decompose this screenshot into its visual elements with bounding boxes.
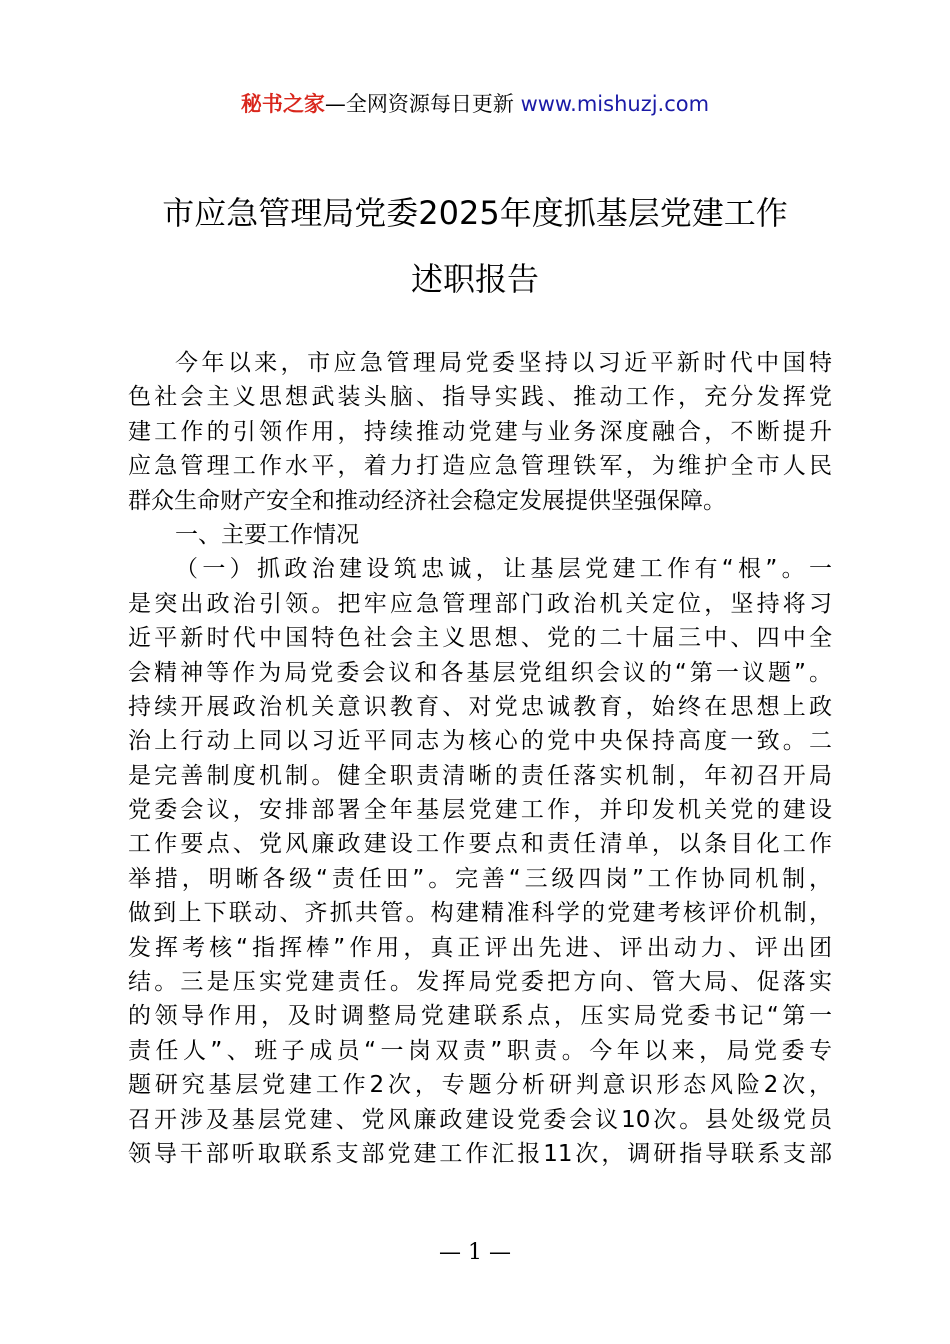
body-line: 群众生命财产安全和推动经济社会稳定发展提供坚强保障。: [128, 487, 726, 514]
title-line-1: 市应急管理局党委2025年度抓基层党建工作: [162, 194, 788, 232]
body-line: 举措，明晰各级“责任田”。完善“三级四岗”工作协同机制，: [128, 865, 832, 892]
body-line: （一）抓政治建设筑忠诚，让基层党建工作有“根”。一: [175, 556, 832, 583]
body-line: 是完善制度机制。健全职责清晰的责任落实机制，年初召开局: [128, 762, 832, 789]
body-line: 治上行动上同以习近平同志为核心的党中央保持高度一致。二: [128, 728, 832, 755]
body-line: 是突出政治引领。把牢应急管理部门政治机关定位，坚持将习: [128, 590, 832, 617]
body-line: 做到上下联动、齐抓共管。构建精准科学的党建考核评价机制，: [128, 900, 832, 927]
site-header: [0, 88, 950, 118]
document-body: [128, 346, 832, 1171]
body-line: 结。三是压实党建责任。发挥局党委把方向、管大局、促落实: [128, 969, 832, 996]
body-line: 题研究基层党建工作2次，专题分析研判意识形态风险2次，: [128, 1072, 832, 1099]
body-line: 持续开展政治机关意识教育、对党忠诚教育，始终在思想上政: [128, 693, 832, 720]
brand-name: 秘书之家: [240, 92, 325, 116]
body-line: 的领导作用，及时调整局党建联系点，压实局党委书记“第一: [128, 1003, 832, 1030]
header-tagline: —全网资源每日更新: [324, 92, 514, 116]
body-line: 会精神等作为局党委会议和各基层党组织会议的“第一议题”。: [128, 659, 832, 686]
body-line: 色社会主义思想武装头脑、指导实践、推动工作，充分发挥党: [128, 384, 832, 411]
body-line: 工作要点、党风廉政建设工作要点和责任清单，以条目化工作: [128, 831, 832, 858]
body-line: 发挥考核“指挥棒”作用，真正评出先进、评出动力、评出团: [128, 934, 832, 961]
body-line: 近平新时代中国特色社会主义思想、党的二十届三中、四中全: [128, 625, 832, 652]
body-line: 党委会议，安排部署全年基层党建工作，并印发机关党的建设: [128, 797, 832, 824]
document-title: [0, 180, 950, 312]
body-line: 今年以来，市应急管理局党委坚持以习近平新时代中国特: [175, 350, 832, 376]
section-heading: 一、主要工作情况: [175, 521, 359, 548]
body-line: 责任人”、班子成员“一岗双责”职责。今年以来，局党委专: [128, 1037, 832, 1064]
site-url-link[interactable]: www.mishuzj.com: [520, 92, 710, 116]
body-line: 应急管理工作水平，着力打造应急管理铁军，为维护全市人民: [128, 453, 832, 480]
body-line: 召开涉及基层党建、党风廉政建设党委会议10次。县处级党员: [128, 1106, 832, 1133]
title-line-2: 述职报告: [410, 260, 539, 298]
body-line: 建工作的引领作用，持续推动党建与业务深度融合，不断提升: [128, 418, 832, 445]
page-number: — 1 —: [439, 1240, 511, 1265]
body-line: 领导干部听取联系支部党建工作汇报11次，调研指导联系支部: [128, 1140, 832, 1167]
